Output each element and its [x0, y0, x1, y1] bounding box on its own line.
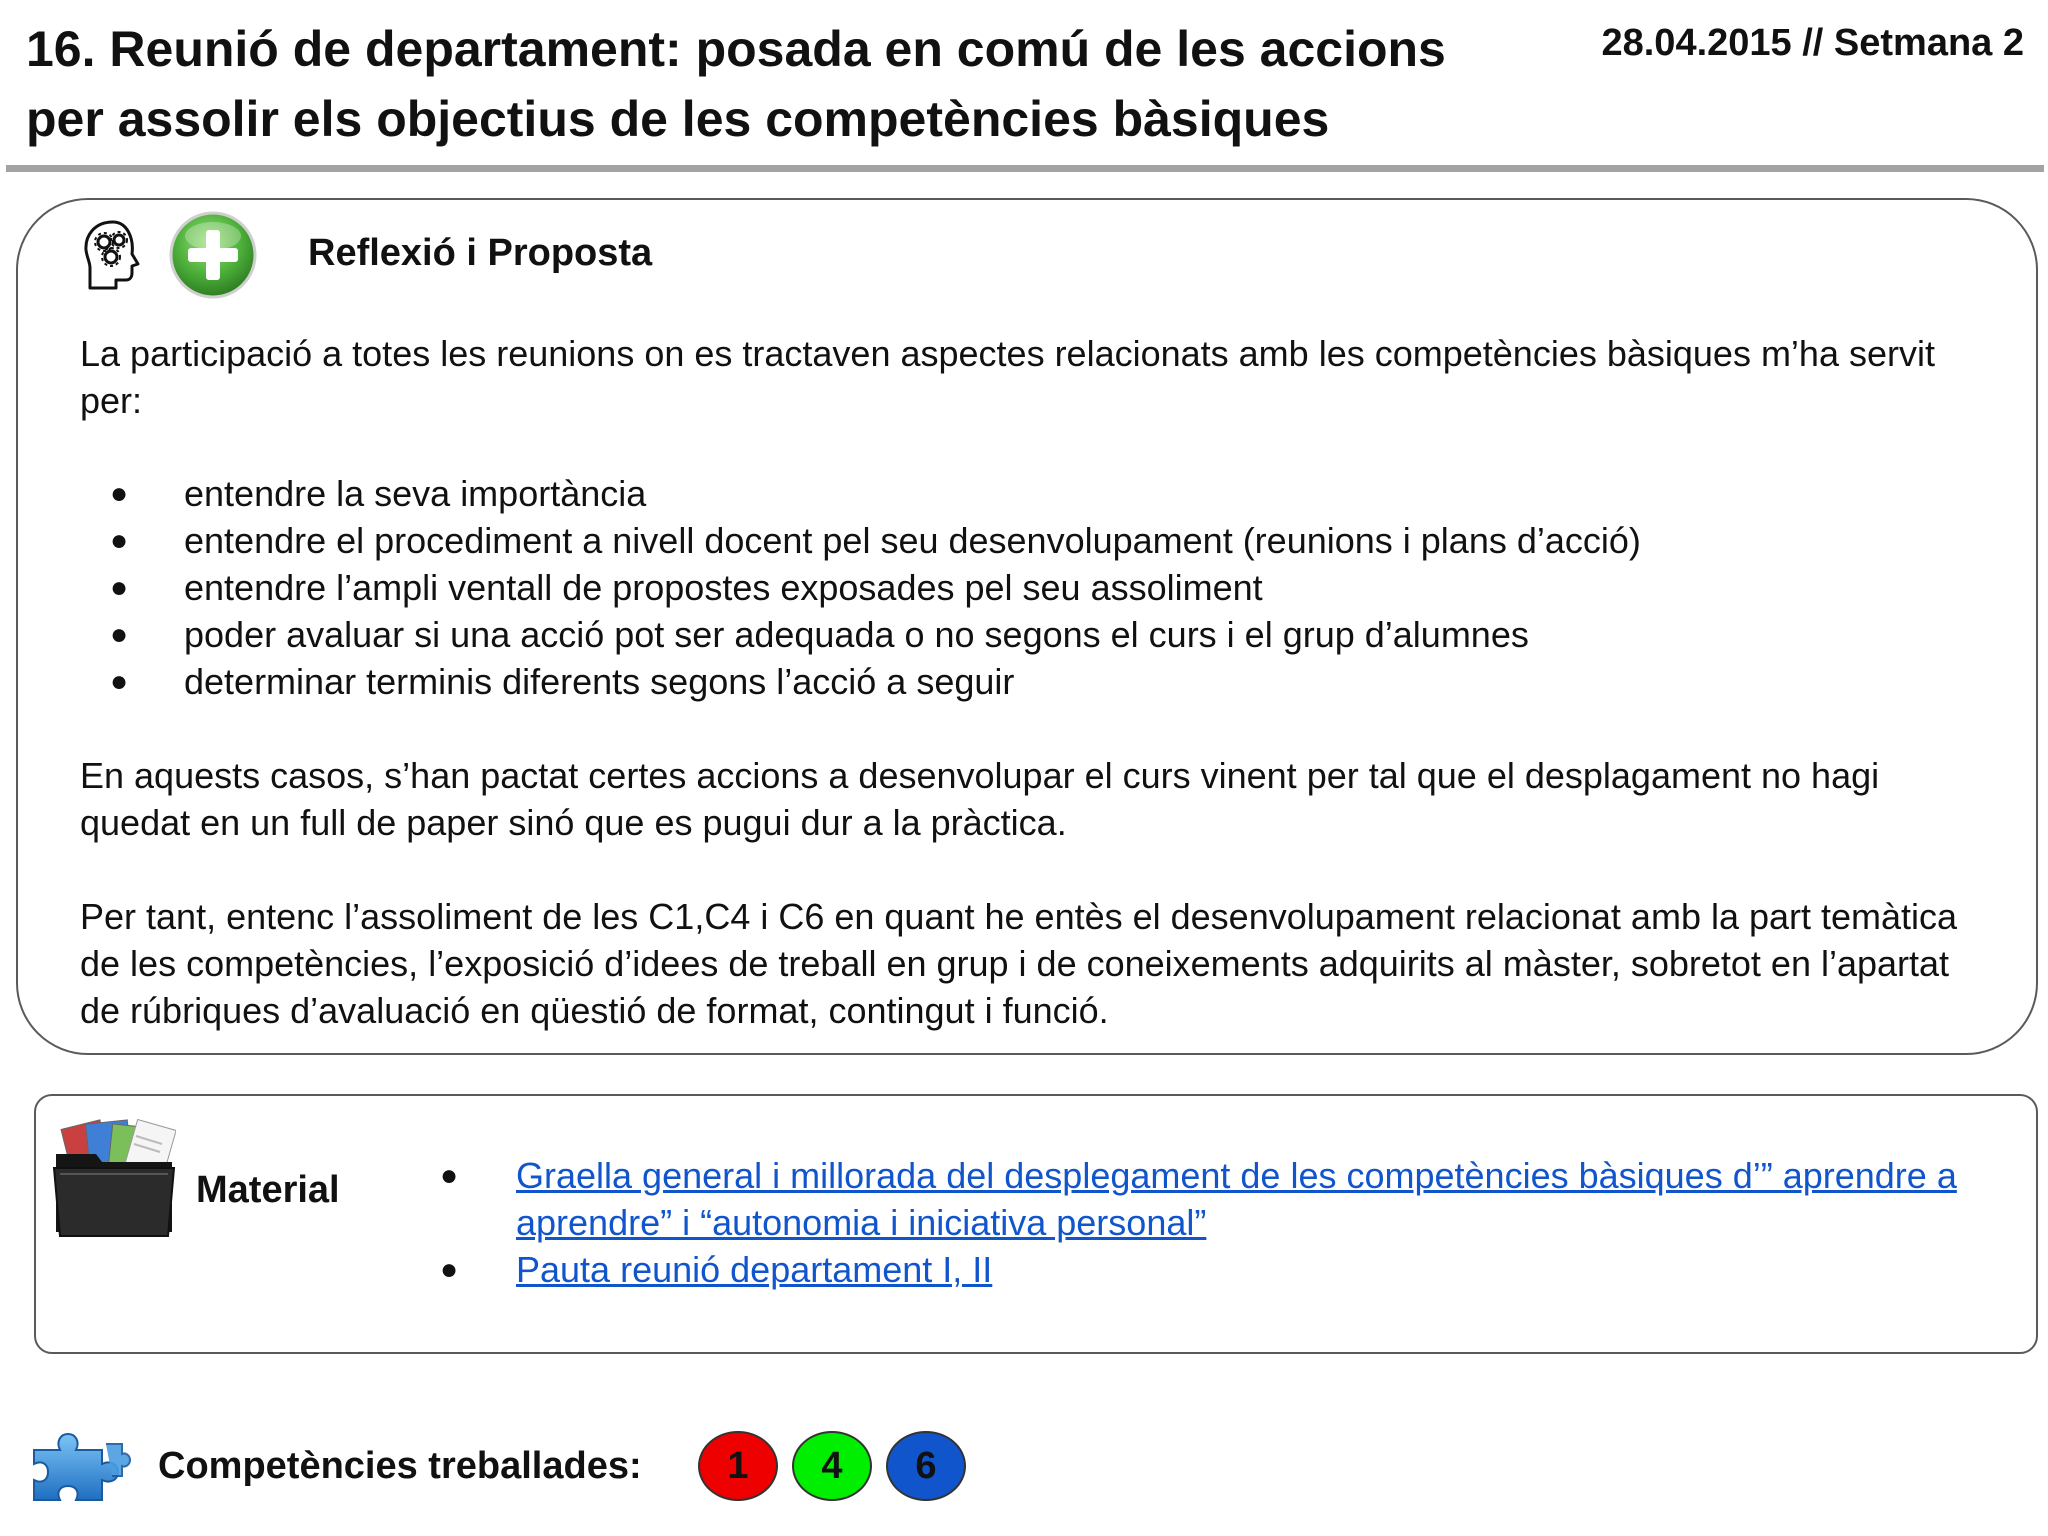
- page-header: [0, 0, 2048, 175]
- list-item: [80, 564, 1980, 611]
- list-item: [436, 1152, 1996, 1246]
- puzzle-icon: [26, 1430, 132, 1508]
- list-item: [436, 1246, 1996, 1293]
- reflection-heading: Reflexió i Proposta: [308, 232, 653, 274]
- list-item: [80, 658, 1980, 705]
- page-title: 16. Reunió de departament: posada en comú de les accions per assolir els objectius de les competències bàsiques: [26, 21, 1446, 147]
- reflection-paragraph-3: Per tant, entenc l’assoliment de les C1,C4 i C6 en quant he entès el desenvolupament relacionat amb la part temàtica de les competències, l’exposició d’idees de treball en grup i de coneixements adquirits al màster, sobretot en l’apartat de rúbriques d’avaluació en qüestió de format, contingut i funció.: [80, 896, 1958, 1031]
- link-competencies-grid[interactable]: Graella general i millorada del desplegament de les competències bàsiques d’” aprendre a aprendre” i “autonomia i iniciativa personal”: [516, 1155, 1957, 1243]
- plus-icon: [168, 210, 258, 300]
- link-department-meeting-guide[interactable]: Pauta reunió departament I, II: [516, 1249, 993, 1290]
- folder-icon: [52, 1118, 176, 1238]
- list-item: [80, 611, 1980, 658]
- competencies-label: Competències treballades:: [158, 1445, 642, 1487]
- list-item-text: determinar terminis diferents segons l’acció a seguir: [184, 661, 1015, 702]
- list-item: [80, 517, 1980, 564]
- head-gears-icon: [80, 218, 146, 292]
- reflection-bullet-list: [80, 470, 1980, 705]
- bullet-dot: ●: [110, 618, 129, 651]
- list-item-text: entendre l’ampli ventall de propostes exposades pel seu assoliment: [184, 567, 1263, 608]
- bullet-dot: ●: [110, 524, 129, 557]
- competency-badge-6: 6: [886, 1431, 966, 1501]
- material-label: Material: [196, 1169, 340, 1211]
- header-divider: [6, 165, 2044, 172]
- bullet-dot: ●: [110, 571, 129, 604]
- competency-badge-4: 4: [792, 1431, 872, 1501]
- bullet-dot: ●: [440, 1253, 459, 1286]
- reflection-paragraph-2: En aquests casos, s’han pactat certes accions a desenvolupar el curs vinent per tal que el desplagament no hagi quedat en un full de paper sinó que es pugui dur a la pràctica.: [80, 755, 1880, 843]
- reflection-intro: La participació a totes les reunions on es tractaven aspectes relacionats amb les competències bàsiques m’ha servit per:: [80, 333, 1935, 421]
- list-item-text: entendre la seva importància: [184, 473, 647, 514]
- bullet-dot: ●: [110, 665, 129, 698]
- date-week: 28.04.2015 // Setmana 2: [1601, 22, 2024, 64]
- competency-badge-1: 1: [698, 1431, 778, 1501]
- list-item: [80, 470, 1980, 517]
- list-item-text: entendre el procediment a nivell docent pel seu desenvolupament (reunions i plans d’acció): [184, 520, 1641, 561]
- bullet-dot: ●: [110, 477, 129, 510]
- list-item-text: poder avaluar si una acció pot ser adequada o no segons el curs i el grup d’alumnes: [184, 614, 1529, 655]
- material-links: [436, 1152, 1996, 1293]
- bullet-dot: ●: [440, 1159, 459, 1192]
